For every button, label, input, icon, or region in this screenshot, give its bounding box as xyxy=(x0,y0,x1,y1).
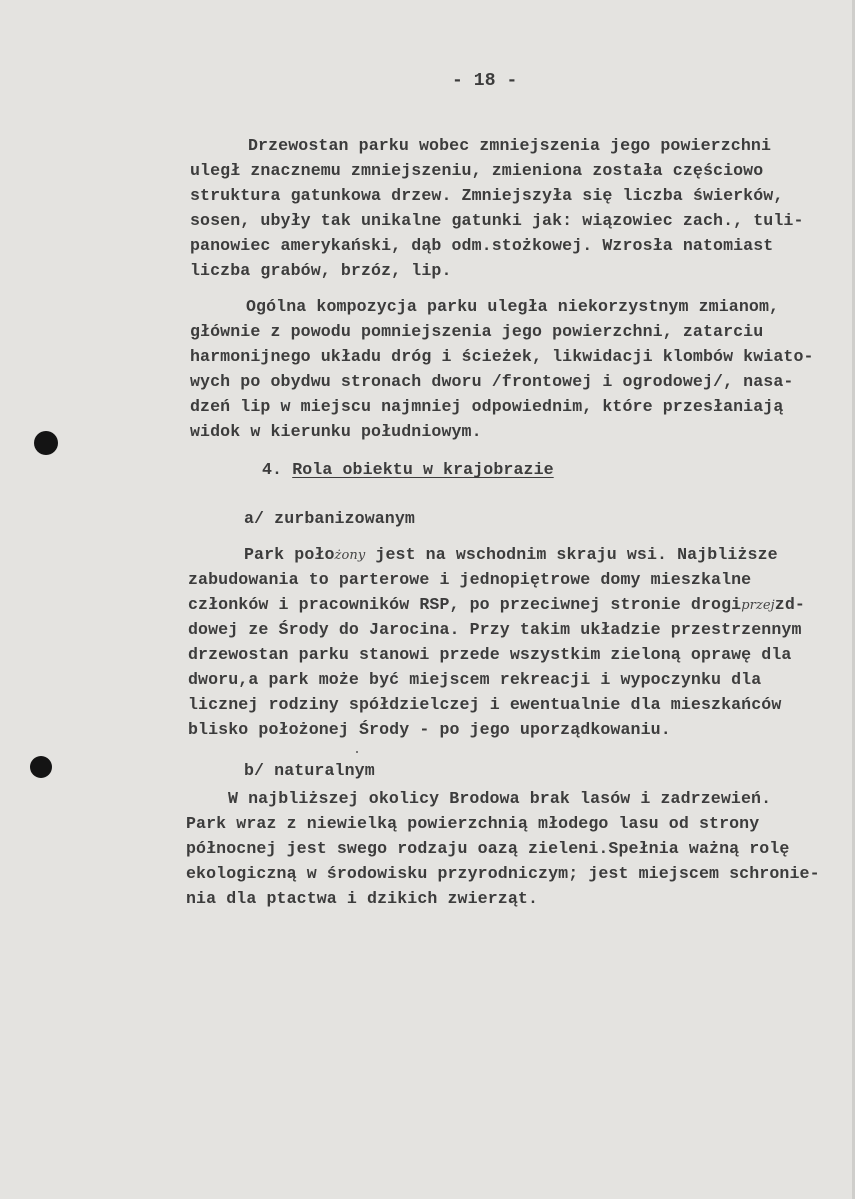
paragraph-2-line-3: harmonijnego układu dróg i ścieżek, likwidacji klombów kwiato- xyxy=(190,347,814,366)
paragraph-3-line-6: dworu,a park może być miejscem rekreacji i wypoczynku dla xyxy=(188,670,762,689)
paragraph-3-line-1-start: Park poło xyxy=(244,545,335,564)
paragraph-2-line-1: Ogólna kompozycja parku uległa niekorzystnym zmianom, xyxy=(246,297,780,316)
paragraph-3-line-1 xyxy=(244,544,778,567)
paragraph-1-line-1: Drzewostan parku wobec zmniejszenia jego powierzchni xyxy=(248,136,772,155)
subsection-b-label: b/ naturalnym xyxy=(244,761,375,780)
paragraph-1-line-3: struktura gatunkowa drzew. Zmniejszyła się liczba świerków, xyxy=(190,186,784,205)
paragraph-1-line-4: sosen, ubyły tak unikalne gatunki jak: wiązowiec zach., tuli- xyxy=(190,211,804,230)
paragraph-2-line-4: wych po obydwu stronach dworu /frontowej i ogrodowej/, nasa- xyxy=(190,372,794,391)
paragraph-3-line-3-start: członków i pracowników RSP, po przeciwnej stronie drogi xyxy=(188,595,742,614)
punch-hole-lower xyxy=(30,756,52,778)
paragraph-4-line-4: ekologiczną w środowisku przyrodniczym; jest miejscem schronie- xyxy=(186,864,820,883)
paragraph-1-line-6: liczba grabów, brzóz, lip. xyxy=(190,261,452,280)
handwritten-correction-2: przej xyxy=(741,598,775,613)
paragraph-4-line-2: Park wraz z niewielką powierzchnią młodego lasu od strony xyxy=(186,814,760,833)
paragraph-3-line-8: blisko położonej Środy - po jego uporządkowaniu. xyxy=(188,720,671,739)
paragraph-2-line-5: dzeń lip w miejscu najmniej odpowiednim, które przesłaniają xyxy=(190,397,784,416)
paragraph-2-line-6: widok w kierunku południowym. xyxy=(190,422,482,441)
paragraph-3-line-4: dowej ze Środy do Jarocina. Przy takim układzie przestrzennym xyxy=(188,620,802,639)
paragraph-3-line-7: licznej rodziny spółdzielczej i ewentualnie dla mieszkańców xyxy=(188,695,782,714)
paragraph-1-line-2: uległ znacznemu zmniejszeniu, zmieniona została częściowo xyxy=(190,161,764,180)
paragraph-1-line-5: panowiec amerykański, dąb odm.stożkowej. Wzrosła natomiast xyxy=(190,236,774,255)
paragraph-3-line-2: zabudowania to parterowe i jednopiętrowe domy mieszkalne xyxy=(188,570,752,589)
paragraph-3-line-3 xyxy=(188,594,805,617)
handwritten-correction-1: żony xyxy=(334,548,366,563)
ink-mark xyxy=(356,751,358,753)
section-number: 4. xyxy=(262,460,283,479)
paragraph-3-line-3-end: zd- xyxy=(774,595,805,614)
paragraph-3-line-5: drzewostan parku stanowi przede wszystkim zieloną oprawę dla xyxy=(188,645,792,664)
paragraph-4-line-5: nia dla ptactwa i dzikich zwierząt. xyxy=(186,889,539,908)
paragraph-4-line-1: W najbliższej okolicy Brodowa brak lasów i zadrzewień. xyxy=(228,789,772,808)
page-number: - 18 - xyxy=(452,71,518,91)
paragraph-3-line-1-end: jest na wschodnim skraju wsi. Najbliższe xyxy=(375,545,778,564)
punch-hole-upper xyxy=(34,431,58,455)
section-title: Rola obiektu w krajobrazie xyxy=(292,460,554,479)
subsection-a-label: a/ zurbanizowanym xyxy=(244,509,415,528)
paragraph-4-line-3: północnej jest swego rodzaju oazą zieleni.Spełnia ważną rolę xyxy=(186,839,790,858)
section-heading xyxy=(262,459,554,481)
paragraph-2-line-2: głównie z powodu pomniejszenia jego powierzchni, zatarciu xyxy=(190,322,764,341)
